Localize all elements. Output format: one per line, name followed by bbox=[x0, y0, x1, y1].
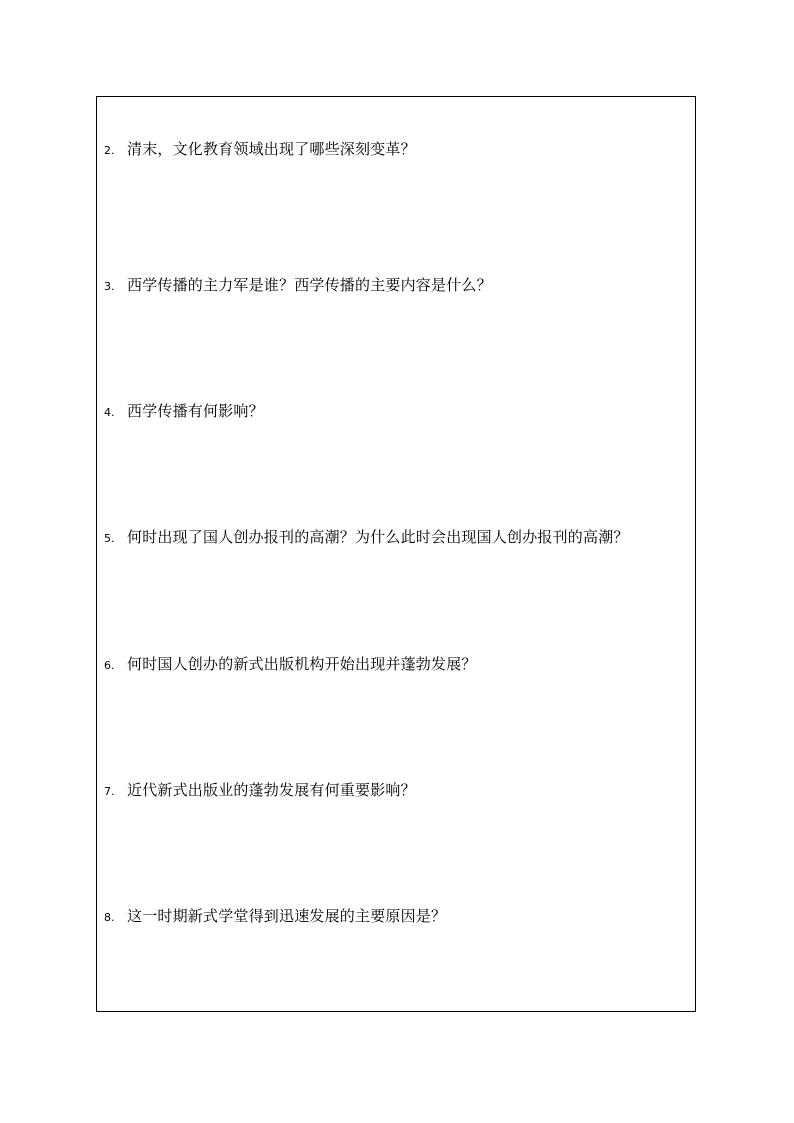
question-number: 6. bbox=[104, 659, 115, 672]
question-number: 3. bbox=[104, 280, 115, 293]
question-4 bbox=[104, 399, 685, 423]
question-text: 清末，文化教育领域出现了哪些深刻变革？ bbox=[127, 140, 416, 158]
question-5 bbox=[104, 525, 685, 549]
worksheet-table bbox=[96, 96, 696, 1012]
question-number: 2. bbox=[104, 144, 115, 157]
question-text: 何时国人创办的新式出版机构开始出现并蓬勃发展？ bbox=[127, 655, 477, 673]
question-8 bbox=[104, 904, 685, 928]
question-6 bbox=[104, 652, 685, 676]
question-text: 这一时期新式学堂得到迅速发展的主要原因是？ bbox=[127, 907, 447, 925]
question-number: 7. bbox=[104, 785, 115, 798]
question-number: 4. bbox=[104, 406, 115, 419]
question-text: 何时出现了国人创办报刊的高潮？为什么此时会出现国人创办报刊的高潮？ bbox=[127, 528, 629, 546]
question-3 bbox=[104, 273, 685, 297]
question-text: 西学传播有何影响？ bbox=[127, 402, 264, 420]
question-number: 5. bbox=[104, 532, 115, 545]
question-2 bbox=[104, 137, 685, 161]
question-text: 西学传播的主力军是谁？西学传播的主要内容是什么？ bbox=[127, 276, 492, 294]
question-7 bbox=[104, 778, 685, 802]
question-number: 8. bbox=[104, 911, 115, 924]
question-text: 近代新式出版业的蓬勃发展有何重要影响？ bbox=[127, 781, 416, 799]
